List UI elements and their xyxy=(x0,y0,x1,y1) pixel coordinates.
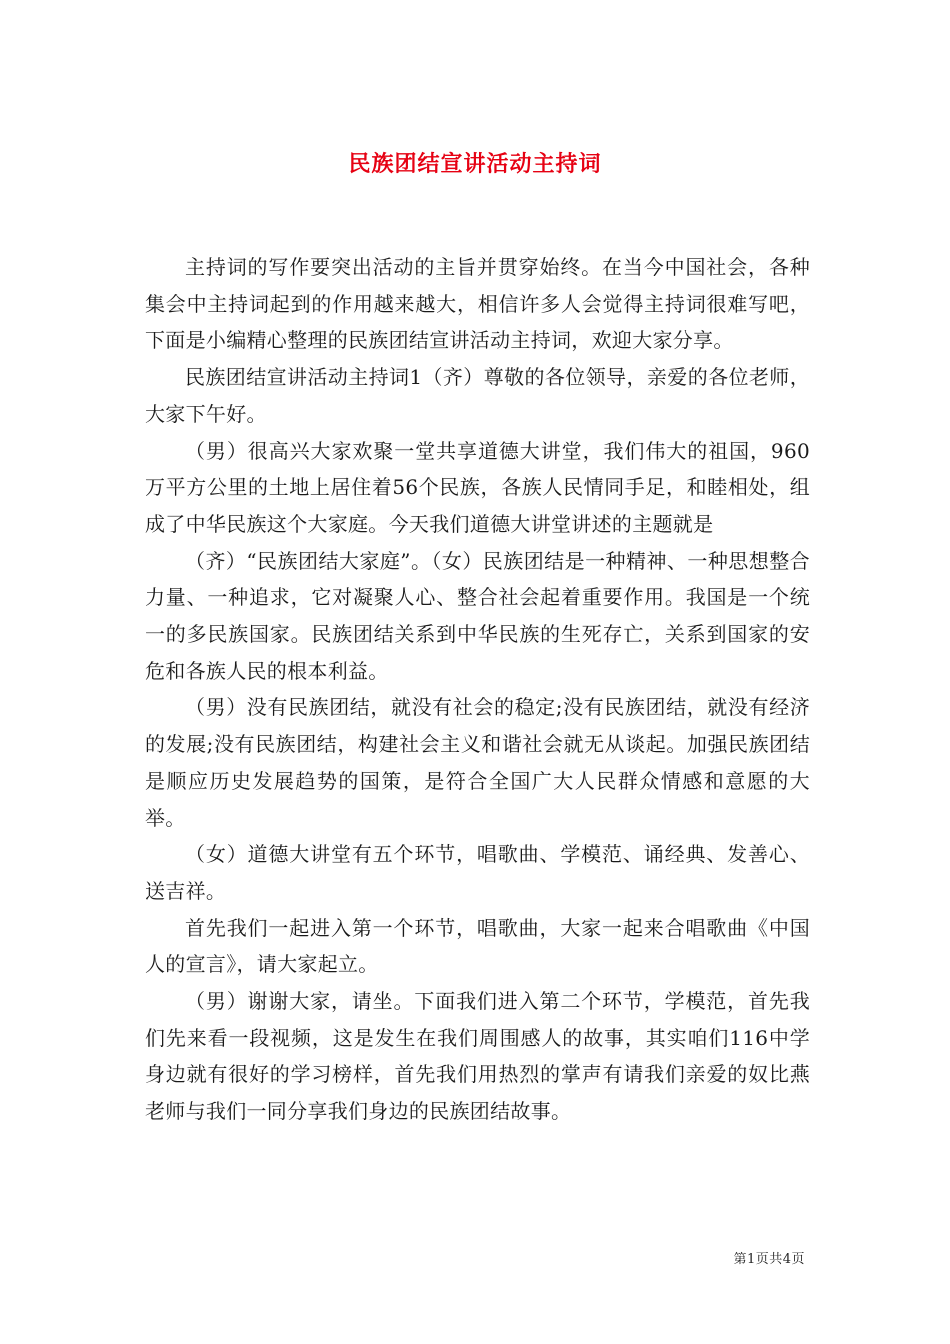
paragraph-second-segment: （男）谢谢大家，请坐。下面我们进入第二个环节，学模范，首先我们先来看一段视频，这是发生在我们周围感人的故事，其实咱们116中学身边就有很好的学习榜样，首先我们用热烈的掌声有请我们亲爱的奴比燕老师与我们一同分享我们身边的民族团结故事。 xyxy=(145,989,810,1124)
paragraph-female-segments: （女）道德大讲堂有五个环节，唱歌曲、学模范、诵经典、发善心、送吉祥。 xyxy=(145,842,810,903)
paragraph-greeting: 民族团结宣讲活动主持词1（齐）尊敬的各位领导，亲爱的各位老师，大家下午好。 xyxy=(145,365,810,426)
paragraph-first-segment: 首先我们一起进入第一个环节，唱歌曲，大家一起来合唱歌曲《中国人的宣言》，请大家起立。 xyxy=(145,915,810,977)
document-body xyxy=(145,249,810,1130)
page-number: 第1页共4页 xyxy=(733,1252,805,1267)
paragraph-male-unity: （男）没有民族团结，就没有社会的稳定;没有民族团结，就没有经济的发展;没有民族团结，构建社会主义和谐社会就无从谈起。加强民族团结是顺应历史发展趋势的国策，是符合全国广大人民群众情感和意愿的大举。 xyxy=(145,695,810,830)
paragraph-intro: 主持词的写作要突出活动的主旨并贯穿始终。在当今中国社会，各种集会中主持词起到的作用越来越大，相信许多人会觉得主持词很难写吧，下面是小编精心整理的民族团结宣讲活动主持词，欢迎大家分享。 xyxy=(145,255,810,353)
page-title: 民族团结宣讲活动主持词 xyxy=(348,150,602,177)
paragraph-male-opening: （男）很高兴大家欢聚一堂共享道德大讲堂，我们伟大的祖国，960万平方公里的土地上居住着56个民族，各族人民情同手足，和睦相处，组成了中华民族这个大家庭。今天我们道德大讲堂讲述的主题就是 xyxy=(145,438,810,536)
paragraph-theme: （齐）“民族团结大家庭”。（女）民族团结是一种精神、一种思想整合力量、一种追求，它对凝聚人心、整合社会起着重要作用。我国是一个统一的多民族国家。民族团结关系到中华民族的生死存亡，关系到国家的安危和各族人民的根本利益。 xyxy=(145,548,810,683)
